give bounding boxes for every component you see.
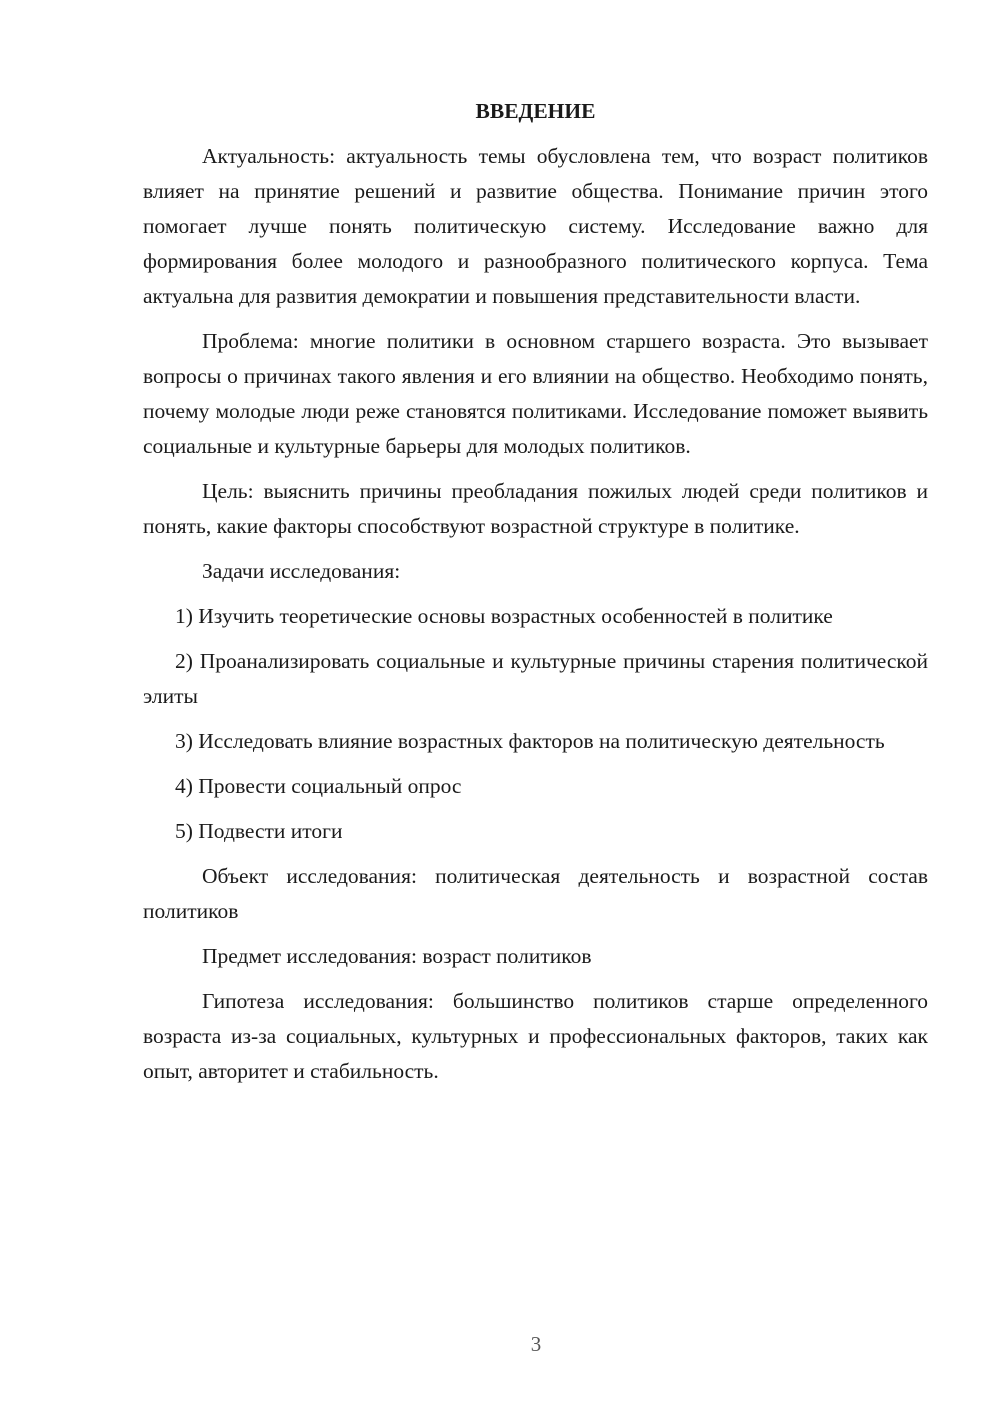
goal-paragraph: Цель: выяснить причины преобладания пожилых людей среди политиков и понять, какие факторы способствуют возрастной структуре в политике. [143, 479, 928, 538]
task-item-2: 2) Проанализировать социальные и культурные причины старения политической элиты [143, 649, 928, 708]
task-item-3: 3) Исследовать влияние возрастных факторов на политическую деятельность [175, 729, 885, 753]
object-paragraph: Объект исследования: политическая деятельность и возрастной состав политиков [143, 864, 928, 923]
problem-paragraph: Проблема: многие политики в основном старшего возраста. Это вызывает вопросы о причинах такого явления и его влиянии на общество. Необходимо понять, почему молодые люди реже становятся политиками. Исследование поможет выявить социальные и культурные барьеры для молодых политиков. [143, 329, 928, 458]
section-title: ВВЕДЕНИЕ [475, 99, 596, 123]
document-page [143, 94, 928, 1099]
subject-paragraph: Предмет исследования: возраст политиков [202, 944, 592, 968]
page-number: 3 [530, 1332, 542, 1356]
tasks-heading: Задачи исследования: [202, 559, 401, 583]
task-item-1: 1) Изучить теоретические основы возрастных особенностей в политике [175, 604, 833, 628]
relevance-paragraph: Актуальность: актуальность темы обусловлена тем, что возраст политиков влияет на принятие решений и развитие общества. Понимание причин этого помогает лучше понять политическую систему. Исследование важно для формирования более молодого и разнообразного политического корпуса. Тема актуальна для развития демократии и повышения представительности власти. [143, 144, 928, 308]
hypothesis-paragraph: Гипотеза исследования: большинство политиков старше определенного возраста из-за социальных, культурных и профессиональных факторов, таких как опыт, авторитет и стабильность. [143, 989, 928, 1083]
task-item-5: 5) Подвести итоги [175, 819, 343, 843]
task-item-4: 4) Провести социальный опрос [175, 774, 462, 798]
